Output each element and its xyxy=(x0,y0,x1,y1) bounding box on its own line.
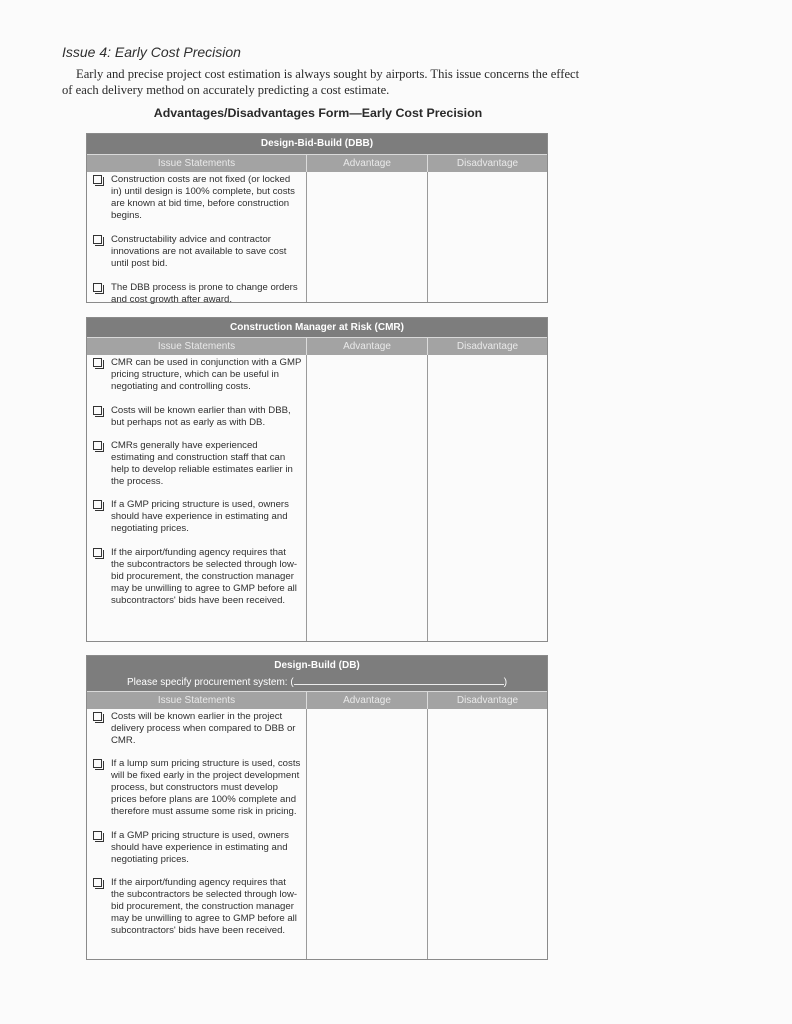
statement-item xyxy=(93,830,302,866)
column-header-row xyxy=(87,691,547,709)
statement-text: CMRs generally have experienced estimating and construction staff that can help to develop reliable estimates earlier in the process. xyxy=(111,440,293,487)
checkbox-icon[interactable] xyxy=(93,759,102,768)
column-disadvantage: Disadvantage xyxy=(456,695,519,706)
statement-item xyxy=(93,547,302,607)
procurement-system-field[interactable] xyxy=(294,675,504,685)
statement-text: If a GMP pricing structure is used, owners should have experience in estimating and negotiating prices. xyxy=(111,830,289,865)
statements-cell xyxy=(87,709,307,959)
statement-item xyxy=(93,282,302,306)
procurement-system-line xyxy=(87,675,547,688)
table-body xyxy=(87,709,547,959)
statement-text: If a lump sum pricing structure is used, costs will be fixed early in the project development process, but constructors must develop prices before plans are 100% complete and therefore must assume some risk in pricing. xyxy=(111,758,301,817)
checkbox-icon[interactable] xyxy=(93,712,102,721)
table-title: Design-Bid-Build (DBB) xyxy=(87,134,547,154)
statement-item xyxy=(93,711,302,747)
column-advantage: Advantage xyxy=(307,692,428,709)
checkbox-icon[interactable] xyxy=(93,831,102,840)
statement-item xyxy=(93,877,302,937)
statement-item xyxy=(93,758,302,818)
table-header xyxy=(87,656,547,691)
table-title: Construction Manager at Risk (CMR) xyxy=(87,318,547,337)
statements-cell xyxy=(87,172,307,305)
column-advantage: Advantage xyxy=(307,338,428,355)
statement-item xyxy=(93,174,302,222)
column-advantage: Advantage xyxy=(307,155,428,172)
form-title: Advantages/Disadvantages Form—Early Cost Precision xyxy=(153,106,483,120)
table-body xyxy=(87,172,547,305)
checkbox-icon[interactable] xyxy=(93,235,102,244)
checkbox-icon[interactable] xyxy=(93,878,102,887)
column-disadvantage: Disadvantage xyxy=(456,341,519,352)
issue-title: Issue 4: Early Cost Precision xyxy=(62,44,241,60)
statement-text: Constructability advice and contractor innovations are not available to save cost until post bid. xyxy=(111,234,287,269)
dbb-table xyxy=(86,133,548,303)
statement-text: The DBB process is prone to change orders and cost growth after award. xyxy=(111,282,298,305)
statement-item xyxy=(93,357,302,393)
advantage-cell[interactable] xyxy=(307,172,429,302)
db-table xyxy=(86,655,548,960)
column-header-row xyxy=(87,337,547,355)
checkbox-icon[interactable] xyxy=(93,283,102,292)
checkbox-icon[interactable] xyxy=(93,358,102,367)
cmr-table xyxy=(86,317,548,642)
statement-item xyxy=(93,499,302,535)
advantage-cell[interactable] xyxy=(307,355,429,641)
statement-text: If the airport/funding agency requires that the subcontractors be selected through low-bid procurement, the construction manager may be unwilling to agree to GMP before all subcontractors' bids have been received. xyxy=(111,547,298,606)
statement-item xyxy=(93,440,302,488)
column-issue-statements: Issue Statements xyxy=(87,155,307,172)
checkbox-icon[interactable] xyxy=(93,175,102,184)
checkbox-icon[interactable] xyxy=(93,441,102,450)
statement-text: CMR can be used in conjunction with a GMP pricing structure, which can be useful in negotiating and controlling costs. xyxy=(111,357,302,392)
procurement-close: ) xyxy=(503,677,508,688)
column-disadvantage: Disadvantage xyxy=(456,158,519,169)
statement-item xyxy=(93,234,302,270)
column-issue-statements: Issue Statements xyxy=(87,692,307,709)
statement-text: Construction costs are not fixed (or locked in) until design is 100% complete, but costs are known at bid time, before construction begins. xyxy=(111,174,295,221)
checkbox-icon[interactable] xyxy=(93,406,102,415)
intro-paragraph: Early and precise project cost estimation is always sought by airports. This issue concerns the effect of each delivery method on accurately predicting a cost estimate. xyxy=(62,67,580,97)
column-issue-statements: Issue Statements xyxy=(87,338,307,355)
statements-cell xyxy=(87,355,307,641)
table-body xyxy=(87,355,547,641)
disadvantage-cell[interactable] xyxy=(428,709,547,959)
table-title: Design-Build (DB) xyxy=(274,660,360,671)
statement-text: If a GMP pricing structure is used, owners should have experience in estimating and negotiating prices. xyxy=(111,499,289,534)
statement-item xyxy=(93,405,302,429)
statement-text: Costs will be known earlier in the project delivery process when compared to DBB or CMR. xyxy=(111,711,296,746)
disadvantage-cell[interactable] xyxy=(428,172,547,302)
checkbox-icon[interactable] xyxy=(93,548,102,557)
statement-text: Costs will be known earlier than with DBB, but perhaps not as early as with DB. xyxy=(111,405,291,428)
checkbox-icon[interactable] xyxy=(93,500,102,509)
procurement-prompt: Please specify procurement system: ( xyxy=(126,677,294,688)
statement-text: If the airport/funding agency requires that the subcontractors be selected through low-bid procurement, the construction manager may be unwilling to agree to GMP before all subcontractors' bids have been received. xyxy=(111,877,298,936)
advantage-cell[interactable] xyxy=(307,709,429,959)
disadvantage-cell[interactable] xyxy=(428,355,547,641)
column-header-row xyxy=(87,154,547,172)
